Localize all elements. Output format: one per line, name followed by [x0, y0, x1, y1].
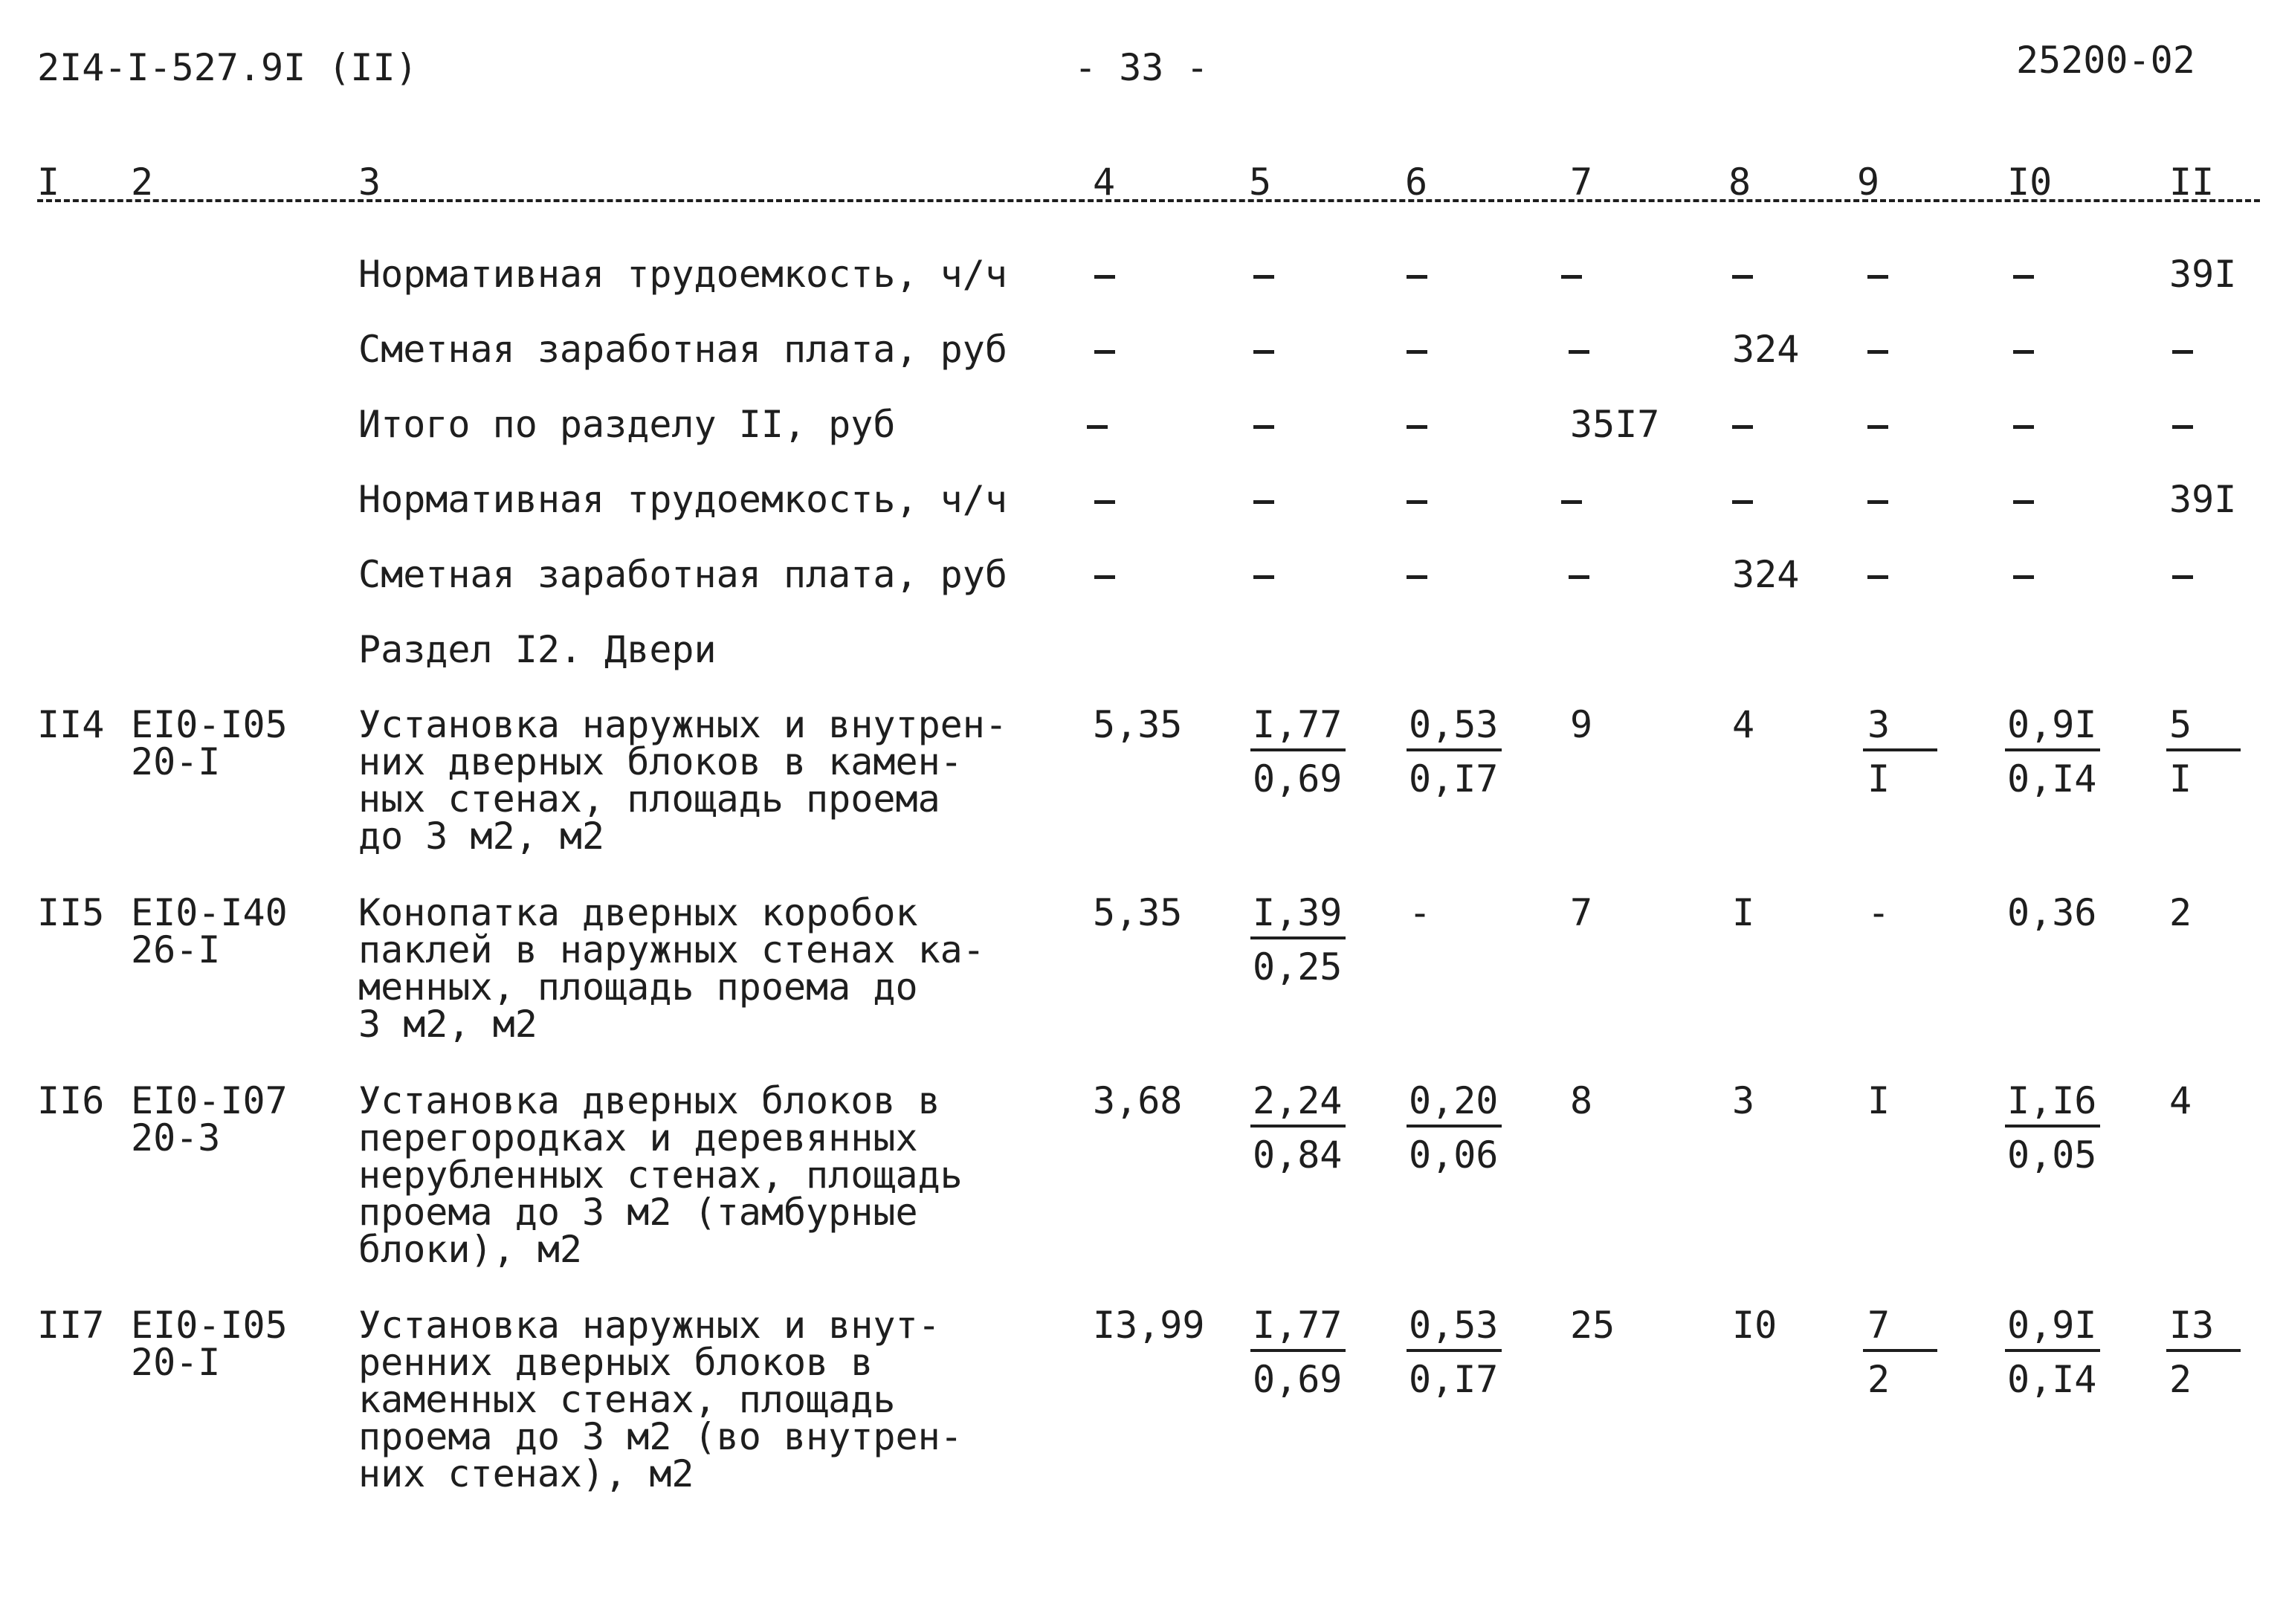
fraction-line — [2166, 748, 2241, 751]
empty-cell-dash — [1407, 425, 1427, 429]
cost-value: I0 — [1732, 1304, 1777, 1347]
price-code: EI0-I05 — [131, 703, 288, 746]
fraction-top-value: I,I6 — [2007, 1079, 2097, 1122]
fraction-bottom-value: 0,05 — [2007, 1133, 2097, 1177]
cost-value: 8 — [1570, 1079, 1593, 1122]
price-code-suffix: 26-I — [131, 928, 221, 971]
empty-cell-dash — [2172, 425, 2193, 429]
column-header-2: 2 — [131, 161, 154, 204]
empty-cell-dash — [1732, 500, 1753, 504]
item-number: II4 — [37, 703, 105, 746]
fraction-top-value: I,39 — [1253, 891, 1343, 934]
fraction-top-value: 0,9I — [2007, 1304, 2097, 1347]
empty-cell-dash — [1867, 425, 1888, 429]
price-code-suffix: 20-I — [131, 1341, 221, 1384]
empty-cell-dash — [1407, 575, 1427, 579]
page-number: - 33 - — [1074, 46, 1209, 89]
empty-cell-dash — [1569, 575, 1589, 579]
item-description: Конопатка дверных коробок паклей в наружных стенах ка- менных, площадь проема до 3 м2, м2 — [358, 891, 985, 1046]
empty-cell-dash — [1094, 575, 1115, 579]
empty-cell-dash — [2013, 500, 2034, 504]
empty-cell-dash — [1253, 275, 1274, 279]
fraction-top-value: 0,9I — [2007, 703, 2097, 746]
column-header-6: 6 — [1405, 161, 1428, 204]
empty-cell-dash — [1561, 500, 1582, 504]
empty-cell-dash — [2172, 575, 2193, 579]
cost-value: 2 — [2169, 891, 2192, 934]
empty-cell-dash — [1569, 350, 1589, 354]
empty-cell-dash — [1407, 350, 1427, 354]
summary-value: 39I — [2169, 253, 2237, 296]
cost-value: 25 — [1570, 1304, 1615, 1347]
summary-value: 39I — [2169, 478, 2237, 521]
fraction-line — [2005, 1125, 2100, 1128]
price-code-suffix: 20-3 — [131, 1116, 221, 1159]
summary-value: 324 — [1732, 328, 1800, 371]
fraction-line — [1407, 1349, 1502, 1352]
column-header-9: 9 — [1857, 161, 1880, 204]
fraction-line — [1863, 1349, 1937, 1352]
fraction-top-value: I,77 — [1253, 1304, 1343, 1347]
fraction-bottom-value: I — [1867, 757, 1890, 800]
section-title: Раздел I2. Двери — [358, 628, 717, 671]
fraction-top-value: 2,24 — [1253, 1079, 1343, 1122]
summary-row-label: Сметная заработная плата, руб — [358, 328, 1007, 371]
item-number: II6 — [37, 1079, 105, 1122]
empty-cell-dash — [1253, 425, 1274, 429]
empty-cell-dash — [1732, 275, 1753, 279]
item-description: Установка дверных блоков в перегородках и деревянных нерубленных стенах, площадь проема до 3 м2 (тамбурные блоки), м2 — [358, 1079, 963, 1271]
empty-cell-dash — [2013, 575, 2034, 579]
cost-value: 9 — [1570, 703, 1593, 746]
fraction-bottom-value: 0,25 — [1253, 945, 1343, 989]
fraction-line — [1407, 748, 1502, 751]
cost-value: I — [1732, 891, 1755, 934]
fraction-bottom-value: 0,I4 — [2007, 1358, 2097, 1401]
empty-cell-dash — [1253, 500, 1274, 504]
column-header-7: 7 — [1570, 161, 1593, 204]
column-header-4: 4 — [1093, 161, 1116, 204]
fraction-bottom-value: 2 — [1867, 1358, 1890, 1401]
fraction-top-value: 5 — [2169, 703, 2192, 746]
column-header-3: 3 — [358, 161, 381, 204]
empty-cell-dash — [1407, 275, 1427, 279]
fraction-bottom-value: 0,I7 — [1409, 1358, 1499, 1401]
item-number: II7 — [37, 1304, 105, 1347]
fraction-line — [1407, 1125, 1502, 1128]
column-header-8: 8 — [1728, 161, 1751, 204]
fraction-top-value: 0,53 — [1409, 1304, 1499, 1347]
price-code: EI0-I40 — [131, 891, 288, 934]
cost-value: 3 — [1732, 1079, 1755, 1122]
empty-cell-dash — [1867, 500, 1888, 504]
column-header-11: II — [2169, 161, 2215, 204]
summary-row-label: Итого по разделу II, руб — [358, 403, 896, 446]
summary-value: 35I7 — [1570, 403, 1660, 446]
summary-row-label: Нормативная трудоемкость, ч/ч — [358, 478, 1007, 521]
fraction-line — [2166, 1349, 2241, 1352]
empty-cell-dash — [1561, 275, 1582, 279]
empty-cell-dash — [1732, 425, 1753, 429]
empty-cell-dash — [1867, 275, 1888, 279]
empty-cell-dash — [2013, 275, 2034, 279]
cost-value: I — [1867, 1079, 1890, 1122]
empty-cell-dash — [1094, 275, 1115, 279]
summary-value: 324 — [1732, 553, 1800, 596]
item-description: Установка наружных и внут- ренних дверных блоков в каменных стенах, площадь проема до 3 м2 (во внутрен- них стенах), м2 — [358, 1304, 963, 1495]
fraction-line — [1250, 1349, 1346, 1352]
fraction-top-value: 3 — [1867, 703, 1890, 746]
fraction-bottom-value: 0,84 — [1253, 1133, 1343, 1177]
cost-value: - — [1409, 891, 1432, 934]
quantity-value: 3,68 — [1093, 1079, 1183, 1122]
empty-cell-dash — [1087, 425, 1108, 429]
fraction-line — [1250, 936, 1346, 939]
cost-value: 4 — [2169, 1079, 2192, 1122]
empty-cell-dash — [2172, 350, 2193, 354]
quantity-value: 5,35 — [1093, 891, 1183, 934]
fraction-bottom-value: 2 — [2169, 1358, 2192, 1401]
fraction-top-value: 0,20 — [1409, 1079, 1499, 1122]
fraction-top-value: I,77 — [1253, 703, 1343, 746]
item-number: II5 — [37, 891, 105, 934]
quantity-value: I3,99 — [1093, 1304, 1205, 1347]
empty-cell-dash — [2013, 425, 2034, 429]
column-header-10: I0 — [2007, 161, 2053, 204]
price-code: EI0-I07 — [131, 1079, 288, 1122]
empty-cell-dash — [1867, 350, 1888, 354]
summary-row-label: Нормативная трудоемкость, ч/ч — [358, 253, 1007, 296]
fraction-bottom-value: 0,I7 — [1409, 757, 1499, 800]
fraction-line — [1863, 748, 1937, 751]
column-header-1: I — [37, 161, 60, 204]
empty-cell-dash — [1253, 575, 1274, 579]
fraction-bottom-value: 0,06 — [1409, 1133, 1499, 1177]
fraction-bottom-value: I — [2169, 757, 2192, 800]
empty-cell-dash — [1253, 350, 1274, 354]
empty-cell-dash — [1094, 500, 1115, 504]
summary-row-label: Сметная заработная плата, руб — [358, 553, 1007, 596]
empty-cell-dash — [1094, 350, 1115, 354]
quantity-value: 5,35 — [1093, 703, 1183, 746]
empty-cell-dash — [1867, 575, 1888, 579]
price-code: EI0-I05 — [131, 1304, 288, 1347]
fraction-line — [1250, 1125, 1346, 1128]
item-description: Установка наружных и внутрен- них дверных блоков в камен- ных стенах, площадь проема до 3 м2, м2 — [358, 703, 1007, 858]
fraction-top-value: 7 — [1867, 1304, 1890, 1347]
fraction-bottom-value: 0,69 — [1253, 757, 1343, 800]
fraction-line — [2005, 1349, 2100, 1352]
empty-cell-dash — [2013, 350, 2034, 354]
document-code: 2I4-I-527.9I (II) — [37, 46, 418, 89]
cost-value: 4 — [1732, 703, 1755, 746]
fraction-top-value: I3 — [2169, 1304, 2215, 1347]
empty-cell-dash — [1407, 500, 1427, 504]
cost-value: - — [1867, 891, 1890, 934]
column-header-5: 5 — [1249, 161, 1272, 204]
fraction-line — [2005, 748, 2100, 751]
album-number: 25200-02 — [2016, 39, 2195, 82]
fraction-bottom-value: 0,69 — [1253, 1358, 1343, 1401]
fraction-line — [1250, 748, 1346, 751]
fraction-bottom-value: 0,I4 — [2007, 757, 2097, 800]
price-code-suffix: 20-I — [131, 740, 221, 783]
fraction-top-value: 0,53 — [1409, 703, 1499, 746]
cost-value: 0,36 — [2007, 891, 2097, 934]
header-dashed-rule — [37, 199, 2260, 202]
cost-value: 7 — [1570, 891, 1593, 934]
